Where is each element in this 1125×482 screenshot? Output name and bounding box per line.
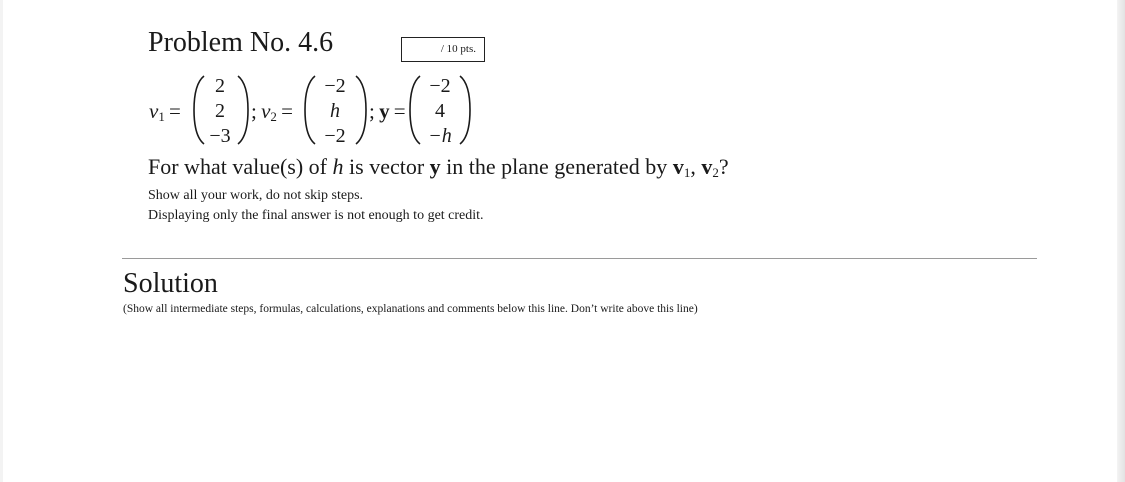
question-part1: For what value(s) of xyxy=(148,154,333,179)
question-h: h xyxy=(332,154,344,179)
y-entry-3: −h xyxy=(428,125,452,147)
v2-equals: = xyxy=(281,99,293,123)
v2-right-paren xyxy=(354,74,368,146)
v2-label xyxy=(251,99,293,123)
v2-entry-2: h xyxy=(330,100,340,122)
v1-entry-3: −3 xyxy=(209,125,231,147)
page-right-edge xyxy=(1117,0,1125,482)
v2-symbol: v xyxy=(261,99,271,123)
question-y: y xyxy=(429,154,441,179)
y-label xyxy=(369,99,406,123)
question-v1: v xyxy=(672,154,684,179)
solution-title: Solution xyxy=(123,268,218,299)
question-comma: , xyxy=(690,154,702,179)
v1-right-paren xyxy=(236,74,250,146)
v1-entry-1: 2 xyxy=(215,75,225,97)
y-entry-1: −2 xyxy=(429,75,451,97)
question-sub2: 2 xyxy=(712,165,719,180)
question-sub1: 1 xyxy=(683,165,691,180)
question-v2: v xyxy=(701,154,713,179)
question-text xyxy=(148,153,729,181)
section-divider xyxy=(122,258,1037,259)
v2-subscript: 2 xyxy=(270,109,277,124)
page-left-edge xyxy=(0,0,3,482)
sep-2: ; xyxy=(369,99,375,123)
v1-label xyxy=(149,99,181,123)
v1-entry-2: 2 xyxy=(215,100,225,122)
question-end: ? xyxy=(718,154,729,179)
y-right-paren xyxy=(458,74,472,146)
y-equals: = xyxy=(393,99,406,123)
problem-title: Problem No. 4.6 xyxy=(148,27,334,58)
v1-subscript: 1 xyxy=(158,109,165,124)
v2-entry-3: −2 xyxy=(324,125,346,147)
instruction-1: Show all your work, do not skip steps. xyxy=(148,188,364,203)
v2-entry-1: −2 xyxy=(324,75,346,97)
instruction-2: Displaying only the final answer is not enough to get credit. xyxy=(148,208,484,223)
points-box: / 10 pts. xyxy=(401,37,485,62)
sep-1: ; xyxy=(251,99,257,123)
question-part2: is vector xyxy=(343,154,430,179)
v1-symbol: v xyxy=(149,99,159,123)
v1-equals: = xyxy=(169,99,181,123)
question-part3: in the plane generated by xyxy=(440,154,673,179)
solution-note: (Show all intermediate steps, formulas, calculations, explanations and comments below this line. Don’t write above this line) xyxy=(123,303,698,315)
y-entry-2: 4 xyxy=(435,100,445,122)
y-symbol: y xyxy=(379,99,390,123)
